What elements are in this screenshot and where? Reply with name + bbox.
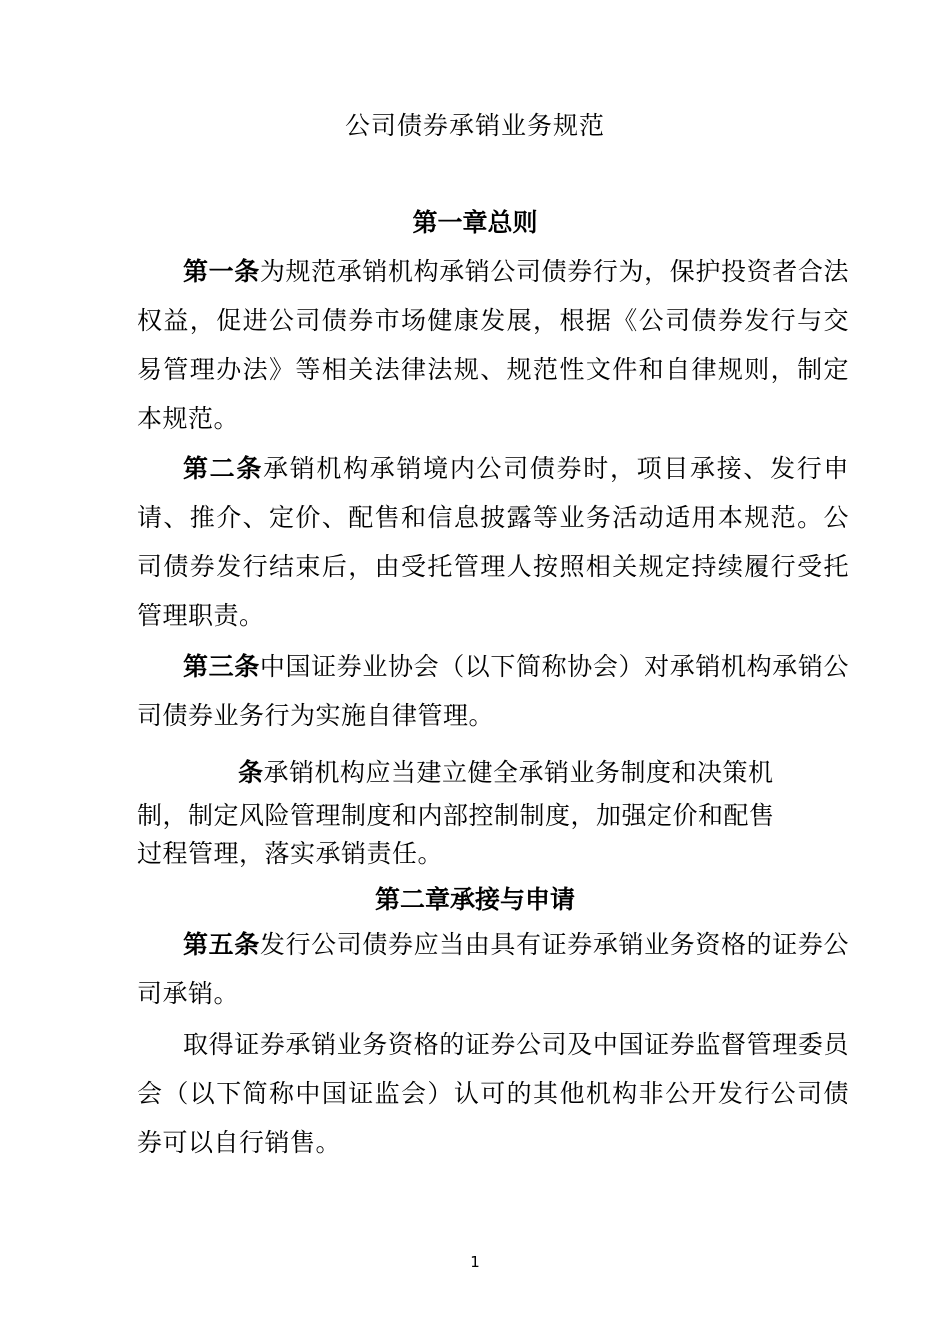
article-4-line-2: 制，制定风险管理制度和内部控制制度，加强定价和配售 (137, 801, 775, 830)
article-label: 第三条 (183, 652, 260, 681)
page-number: 1 (470, 1253, 480, 1271)
article-label: 第二条 (183, 454, 264, 483)
article-4-line-1 (137, 748, 849, 797)
article-1 (137, 247, 849, 443)
article-text: 承销机构承销境内公司债券时，项目承接、发行申请、推介、定价、配售和信息披露等业务活动适用本规范。公司债券发行结束后，由受托管理人按照相关规定持续履行受托管理职责。 (137, 454, 849, 630)
document-title: 公司债券承销业务规范 (344, 111, 605, 140)
article-5 (137, 920, 849, 1018)
article-label: 条 (238, 758, 264, 787)
article-text: 中国证券业协会（以下简称协会）对承销机构承销公司债券业务行为实施自律管理。 (137, 652, 849, 730)
article-4-line-3: 过程管理，落实承销责任。 (137, 839, 444, 868)
article-label: 第五条 (183, 930, 260, 959)
article-2 (137, 444, 849, 640)
chapter-heading-1: 第一章总则 (412, 208, 538, 237)
article-3 (137, 642, 849, 740)
chapter-heading-2: 第二章承接与申请 (374, 885, 575, 914)
article-5-paragraph-2: 取得证券承销业务资格的证券公司及中国证券监督管理委员会（以下简称中国证监会）认可的其他机构非公开发行公司债券可以自行销售。 (137, 1030, 849, 1157)
article-4 (137, 748, 849, 873)
article-label: 第一条 (183, 257, 260, 286)
article-text: 为规范承销机构承销公司债券行为，保护投资者合法权益，促进公司债券市场健康发展，根据《公司债券发行与交易管理办法》等相关法律法规、规范性文件和自律规则，制定本规范。 (137, 257, 849, 433)
article-text: 发行公司债券应当由具有证券承销业务资格的证券公司承销。 (137, 930, 849, 1008)
article-text-line-1: 承销机构应当建立健全承销业务制度和决策机 (263, 758, 774, 787)
